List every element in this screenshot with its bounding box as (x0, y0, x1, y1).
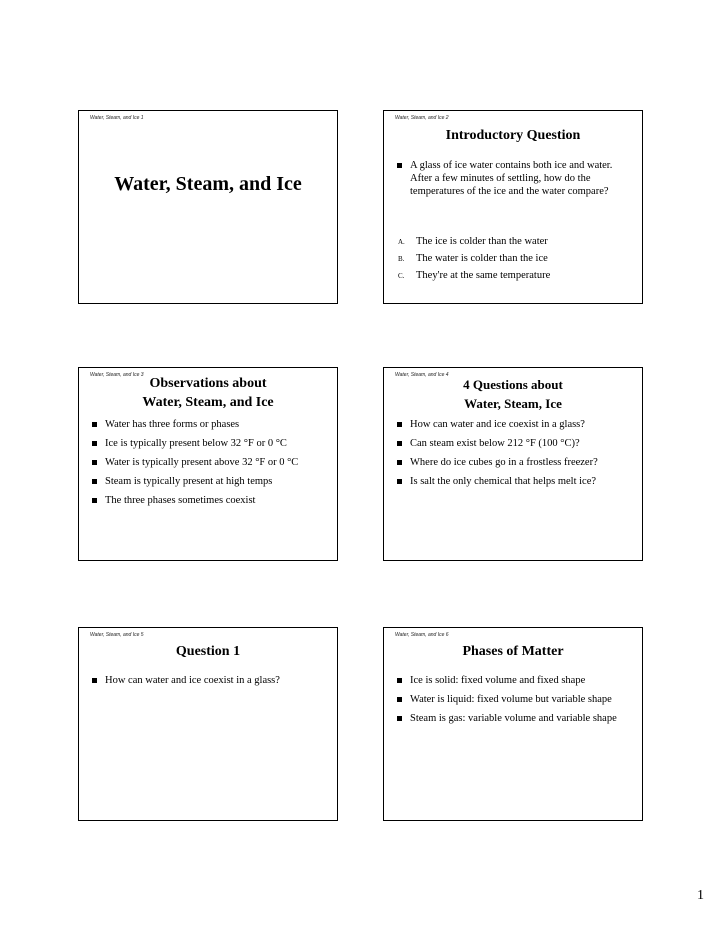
slide-title: Water, Steam, and Ice (114, 173, 302, 195)
bullet-item: Ice is solid: fixed volume and fixed shape (396, 674, 634, 687)
bullet-list (396, 418, 634, 494)
bullet-square-icon (397, 163, 402, 168)
slide-header: Water, Steam, and Ice 6 (395, 632, 449, 638)
bullet-item: Ice is typically present below 32 °F or 0 °C (91, 437, 329, 450)
bullet-item: Water is typically present above 32 °F or 0 °C (91, 456, 329, 469)
slide-title: Question 1 (175, 644, 241, 659)
bullet-list (396, 674, 634, 731)
bullet-square-icon (397, 441, 402, 446)
bullet-item: Where do ice cubes go in a frostless freezer? (396, 456, 634, 469)
choice-item: B. The water is colder than the ice (398, 253, 548, 264)
answer-choices (398, 235, 634, 286)
slide-header: Water, Steam, and Ice 4 (395, 372, 449, 378)
bullet-square-icon (397, 716, 402, 721)
slide-6 (383, 627, 643, 821)
slide-title: Introductory Question (445, 128, 581, 143)
bullet-square-icon (92, 422, 97, 427)
choice-item: C. They're at the same temperature (398, 270, 551, 281)
slide-title-line: 4 Questions about (463, 377, 563, 392)
bullet-list (91, 674, 329, 693)
bullet-square-icon (92, 678, 97, 683)
choice-letter: C. (398, 272, 405, 280)
page-number: 1 (697, 888, 704, 903)
choice-letter: B. (398, 255, 405, 263)
bullet-item: Steam is typically present at high temps (91, 475, 329, 488)
bullet-item: How can water and ice coexist in a glass? (396, 418, 634, 431)
bullet-square-icon (397, 479, 402, 484)
slide-title (79, 374, 337, 412)
bullet-item: Can steam exist below 212 °F (100 °C)? (396, 437, 634, 450)
bullet-square-icon (397, 678, 402, 683)
bullet-item: Is salt the only chemical that helps melt ice? (396, 475, 634, 488)
slide-5 (78, 627, 338, 821)
choice-item: A. The ice is colder than the water (398, 236, 548, 247)
bullet-list (396, 159, 634, 204)
bullet-item: The three phases sometimes coexist (91, 494, 329, 507)
slide-header: Water, Steam, and Ice 2 (395, 115, 449, 121)
bullet-item: How can water and ice coexist in a glass? (91, 674, 329, 687)
slide-title (384, 375, 642, 413)
bullet-square-icon (397, 460, 402, 465)
slide-1 (78, 110, 338, 304)
bullet-square-icon (92, 498, 97, 503)
slide-header: Water, Steam, and Ice 3 (90, 372, 144, 378)
slide-title-line: Water, Steam, Ice (464, 396, 562, 411)
slide-title-line: Water, Steam, and Ice (142, 395, 274, 410)
slide-title: Phases of Matter (462, 644, 564, 659)
bullet-item: Water has three forms or phases (91, 418, 329, 431)
slide-3 (78, 367, 338, 561)
bullet-item: A glass of ice water contains both ice and water. After a few minutes of settling, how do the temperatures of the ice and the water compare? (396, 159, 634, 198)
bullet-square-icon (397, 697, 402, 702)
slide-header: Water, Steam, and Ice 5 (90, 632, 144, 638)
slide-4 (383, 367, 643, 561)
slide-title-line: Observations about (149, 376, 267, 391)
bullet-square-icon (92, 441, 97, 446)
choice-letter: A. (398, 238, 405, 246)
bullet-list (91, 418, 329, 513)
bullet-item: Steam is gas: variable volume and variable shape (396, 712, 634, 725)
slide-2 (383, 110, 643, 304)
bullet-square-icon (397, 422, 402, 427)
bullet-square-icon (92, 460, 97, 465)
slide-header: Water, Steam, and Ice 1 (90, 115, 144, 121)
bullet-square-icon (92, 479, 97, 484)
bullet-item: Water is liquid: fixed volume but variable shape (396, 693, 634, 706)
